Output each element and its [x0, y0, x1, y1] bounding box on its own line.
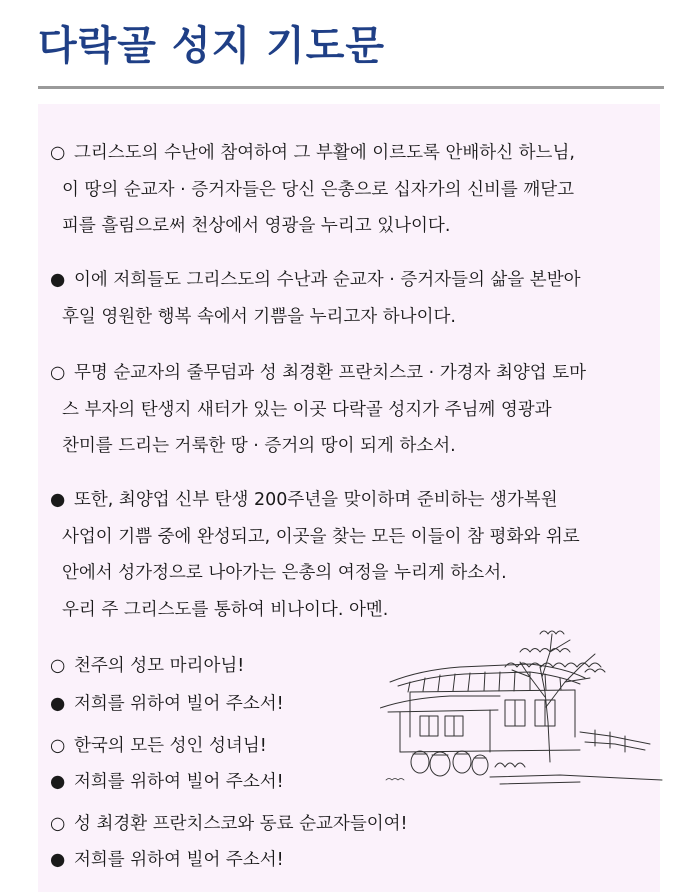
paragraph-line: 사업이 기쁨 중에 완성되고, 이곳을 찾는 모든 이들이 참 평화와 위로: [62, 526, 580, 547]
paragraph-line: 이 땅의 순교자 · 증거자들은 당신 은총으로 십자가의 신비를 깨닫고: [62, 179, 575, 200]
litany-line: ● 저희를 위하여 빌어 주소서!: [50, 772, 284, 792]
open-circle-marker: ○: [50, 143, 66, 163]
paragraph-line: ● 또한, 최양업 신부 탄생 200주년을 맞이하며 준비하는 생가복원: [50, 482, 650, 519]
prayer-paragraph-4: [50, 482, 650, 628]
filled-circle-marker: ●: [50, 772, 66, 792]
paragraph-line: 피를 흘림으로써 천상에서 영광을 누리고 있나이다.: [62, 216, 451, 236]
paragraph-line: 후일 영원한 행복 속에서 기쁨을 누리고자 하나이다.: [62, 306, 456, 327]
prayer-paragraph-1: [50, 135, 650, 245]
filled-circle-marker: ●: [50, 850, 66, 870]
house-sketch-illustration: [380, 612, 665, 792]
paragraph-line: ○ 무명 순교자의 줄무덤과 성 최경환 프란치스코 · 가경자 최양업 토마: [50, 355, 650, 392]
filled-circle-marker: ●: [50, 270, 66, 290]
open-circle-marker: ○: [50, 363, 66, 383]
litany-line: ● 저희를 위하여 빌어 주소서!: [50, 694, 284, 714]
paragraph-line: ● 이에 저희들도 그리스도의 수난과 순교자 · 증거자들의 삶을 본받아: [50, 262, 650, 299]
prayer-paragraph-2: [50, 262, 650, 335]
paragraph-line: 안에서 성가정으로 나아가는 은총의 여정을 누리게 하소서.: [62, 563, 507, 583]
paragraph-line: ○ 그리스도의 수난에 참여하여 그 부활에 이르도록 안배하신 하느님,: [50, 135, 650, 172]
open-circle-marker: ○: [50, 814, 66, 834]
litany-line: ● 저희를 위하여 빌어 주소서!: [50, 850, 284, 870]
litany-line: ○ 한국의 모든 성인 성녀님!: [50, 736, 267, 756]
litany-line: ○ 성 최경환 프란치스코와 동료 순교자들이여!: [50, 814, 408, 834]
filled-circle-marker: ●: [50, 490, 66, 510]
paragraph-line: 찬미를 드리는 거룩한 땅 · 증거의 땅이 되게 하소서.: [62, 436, 456, 456]
open-circle-marker: ○: [50, 736, 66, 756]
open-circle-marker: ○: [50, 656, 66, 676]
title-divider: [38, 86, 664, 89]
page-title: 다락골 성지 기도문: [38, 23, 385, 69]
filled-circle-marker: ●: [50, 694, 66, 714]
paragraph-line: 우리 주 그리스도를 통하여 비나이다. 아멘.: [62, 599, 389, 620]
paragraph-line: 스 부자의 탄생지 새터가 있는 이곳 다락골 성지가 주님께 영광과: [62, 399, 552, 420]
litany-line: ○ 천주의 성모 마리아님!: [50, 656, 245, 676]
prayer-paragraph-3: [50, 355, 650, 465]
